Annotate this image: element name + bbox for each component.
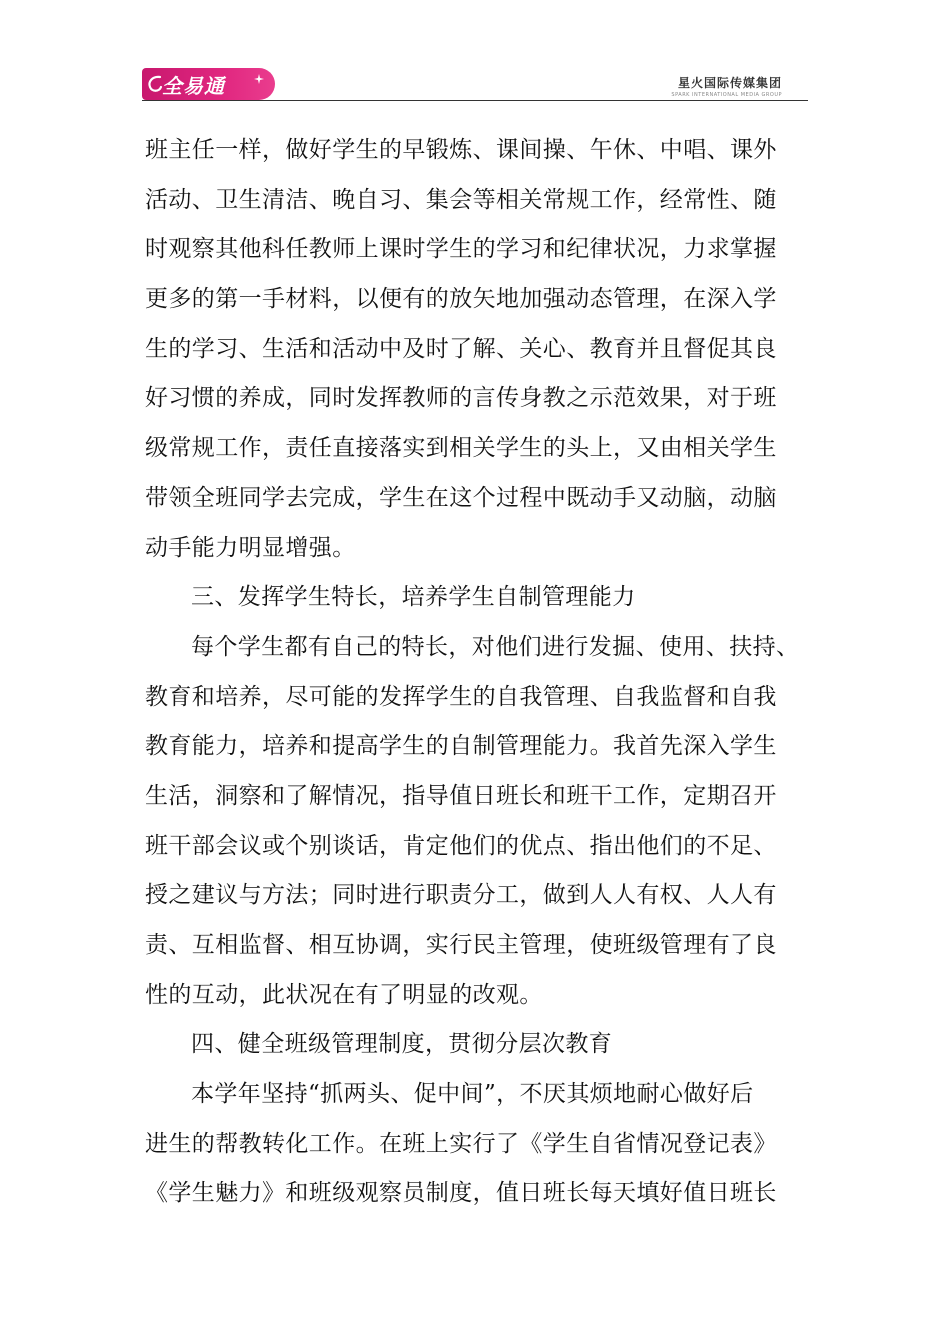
publisher-brand — [671, 74, 782, 98]
sparkle-icon — [254, 74, 264, 84]
document-body — [145, 126, 805, 1219]
brand-logo — [142, 68, 275, 100]
text-line: 教育和培养，尽可能的发挥学生的自我管理、自我监督和自我 — [145, 683, 777, 710]
text-line: 更多的第一手材料，以便有的放矢地加强动态管理，在深入学 — [145, 286, 777, 313]
text-line: 时观察其他科任教师上课时学生的学习和纪律状况，力求掌握 — [145, 236, 777, 263]
header-divider — [142, 100, 808, 101]
paragraph-start: 本学年坚持“抓两头、促中间”，不厌其烦地耐心做好后 — [191, 1081, 754, 1108]
text-line: 责、互相监督、相互协调，实行民主管理，使班级管理有了良 — [145, 932, 777, 958]
text-line: 班干部会议或个别谈话，肯定他们的优点、指出他们的不足、 — [145, 832, 777, 859]
section-heading: 三、发挥学生特长，培养学生自制管理能力 — [191, 584, 636, 611]
text-line: 级常规工作，责任直接落实到相关学生的头上，又由相关学生 — [145, 435, 777, 462]
brand-name: 星火国际传媒集团 — [677, 76, 782, 90]
text-line: 进生的帮教转化工作。在班上实行了《学生自省情况登记表》 — [145, 1130, 777, 1157]
page-header — [0, 0, 950, 110]
text-line: 生活，洞察和了解情况，指导值日班长和班干工作，定期召开 — [145, 782, 777, 809]
text-line: 性的互动，此状况在有了明显的改观。 — [145, 981, 543, 1008]
paragraph-start: 每个学生都有自己的特长，对他们进行发掘、使用、扶持、 — [191, 633, 800, 660]
text-line: 教育能力，培养和提高学生的自制管理能力。我首先深入学生 — [145, 733, 777, 760]
text-line: 授之建议与方法；同时进行职责分工，做到人人有权、人人有 — [145, 882, 777, 909]
brand-subtitle: SPARK INTERNATIONAL MEDIA GROUP — [671, 92, 782, 98]
logo-text: 全易通 — [162, 74, 225, 98]
text-line: 带领全班同学去完成，学生在这个过程中既动手又动脑，动脑 — [145, 484, 777, 511]
text-line: 动手能力明显增强。 — [145, 534, 356, 561]
text-line: 生的学习、生活和活动中及时了解、关心、教育并且督促其良 — [145, 335, 777, 362]
text-line: 活动、卫生清洁、晚自习、集会等相关常规工作，经常性、随 — [145, 186, 777, 213]
text-line: 班主任一样，做好学生的早锻炼、课间操、午休、中唱、课外 — [145, 137, 777, 163]
text-line: 好习惯的养成，同时发挥教师的言传身教之示范效果，对于班 — [145, 385, 777, 412]
text-line: 《学生魅力》和班级观察员制度，值日班长每天填好值日班长 — [145, 1180, 777, 1207]
section-heading: 四、健全班级管理制度，贯彻分层次教育 — [191, 1031, 613, 1058]
